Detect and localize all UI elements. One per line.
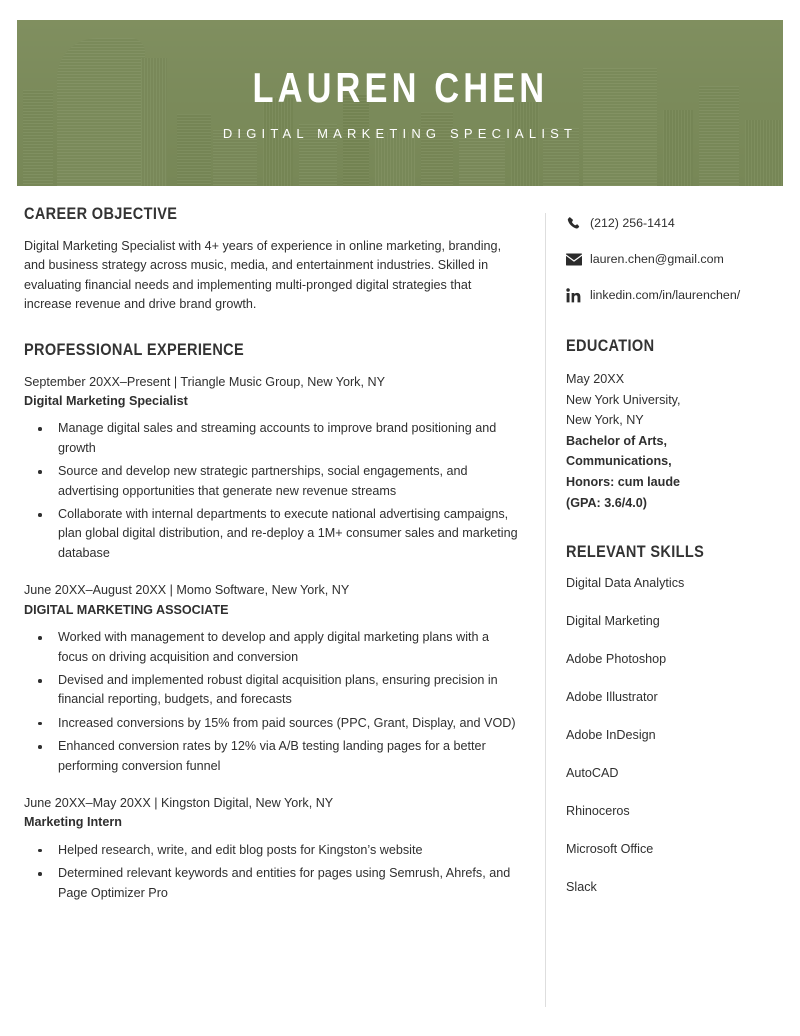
- section-heading-professional-experience: PROFESSIONAL EXPERIENCE: [24, 340, 245, 359]
- experience-entry: [24, 581, 524, 620]
- linkedin-icon: [566, 288, 590, 303]
- phone-number: (212) 256-1414: [590, 216, 675, 230]
- section-heading-relevant-skills: RELEVANT SKILLS: [566, 543, 705, 562]
- section-heading-education: EDUCATION: [566, 337, 655, 355]
- left-column: [24, 205, 524, 921]
- phone-icon: [566, 216, 590, 231]
- section-heading-career-objective: CAREER OBJECTIVE: [24, 205, 178, 223]
- candidate-name: LAUREN CHEN: [252, 63, 548, 111]
- list-item: AutoCAD: [566, 766, 619, 781]
- contact-linkedin[interactable]: [566, 287, 784, 303]
- list-item: Source and develop new strategic partnerships, social engagements, and advertising opportunities that generate new revenue streams: [24, 462, 518, 501]
- job-meta: September 20XX–Present | Triangle Music Group, New York, NY: [24, 374, 385, 389]
- job-bullet-list: [24, 419, 524, 563]
- job-title: Marketing Intern: [24, 815, 122, 830]
- email-address: lauren.chen@gmail.com: [590, 252, 724, 266]
- list-item: Collaborate with internal departments to execute national advertising campaigns, plan global digital distribution, and re-deploy a 1M+ consumer sales and marketing database: [24, 505, 518, 563]
- education-line: Communications,: [566, 454, 672, 469]
- experience-entry: [24, 794, 524, 833]
- list-item: Adobe InDesign: [566, 728, 656, 743]
- header-text-block: [17, 20, 783, 186]
- list-item: Microsoft Office: [566, 842, 654, 857]
- list-item: Slack: [566, 880, 597, 895]
- right-column: [566, 215, 784, 917]
- list-item: Devised and implemented robust digital acquisition plans, ensuring precision in financial reporting, budgets, and forecasts: [24, 671, 518, 710]
- column-divider: [545, 213, 546, 1007]
- list-item: Enhanced conversion rates by 12% via A/B testing landing pages for a better performing conversion funnel: [24, 737, 518, 776]
- education-line: May 20XX: [566, 372, 625, 386]
- education-line: Bachelor of Arts,: [566, 433, 668, 448]
- list-item: Worked with management to develop and apply digital marketing plans with a focus on driving acquisition and conversion: [24, 628, 518, 667]
- career-objective-text: Digital Marketing Specialist with 4+ years of experience in online marketing, branding, and business strategy across music, media, and entertainment industries. Skilled in evaluating financial needs and implementing multi-pronged digital strategies that increase revenue and drive brand growth.: [24, 239, 502, 312]
- list-item: Increased conversions by 15% from paid sources (PPC, Grant, Display, and VOD): [24, 714, 518, 733]
- job-bullet-list: [24, 841, 524, 903]
- contact-list: [566, 215, 784, 303]
- education-line: New York University,: [566, 392, 681, 407]
- job-meta: June 20XX–May 20XX | Kingston Digital, New York, NY: [24, 795, 334, 810]
- candidate-title: DIGITAL MARKETING SPECIALIST: [222, 125, 578, 141]
- experience-entry: [24, 373, 524, 412]
- list-item: Rhinoceros: [566, 804, 630, 819]
- linkedin-url: linkedin.com/in/laurenchen/: [590, 288, 741, 302]
- job-title: Digital Marketing Specialist: [24, 394, 188, 409]
- list-item: Helped research, write, and edit blog posts for Kingston’s website: [24, 841, 518, 860]
- job-bullet-list: [24, 628, 524, 776]
- skills-list: [566, 575, 784, 895]
- job-meta: June 20XX–August 20XX | Momo Software, New York, NY: [24, 583, 350, 598]
- education-line: (GPA: 3.6/4.0): [566, 495, 647, 510]
- list-item: Digital Data Analytics: [566, 576, 685, 591]
- list-item: Determined relevant keywords and entities for pages using Semrush, Ahrefs, and Page Optimizer Pro: [24, 864, 518, 903]
- header-banner: [17, 20, 783, 186]
- list-item: Adobe Illustrator: [566, 690, 658, 705]
- job-title: DIGITAL MARKETING ASSOCIATE: [24, 602, 229, 617]
- education-block: [566, 369, 784, 513]
- education-line: New York, NY: [566, 413, 644, 428]
- list-item: Digital Marketing: [566, 614, 660, 629]
- contact-phone[interactable]: [566, 215, 784, 231]
- contact-email[interactable]: [566, 251, 784, 267]
- list-item: Adobe Photoshop: [566, 652, 667, 667]
- envelope-icon: [566, 253, 590, 266]
- education-line: Honors: cum laude: [566, 474, 681, 489]
- list-item: Manage digital sales and streaming accounts to improve brand positioning and growth: [24, 419, 518, 458]
